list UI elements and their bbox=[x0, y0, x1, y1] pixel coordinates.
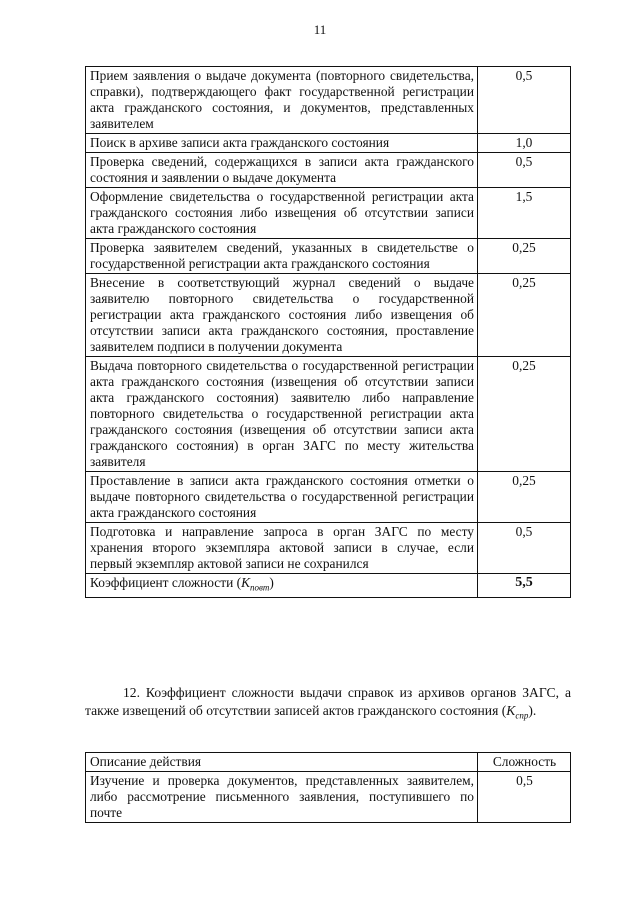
table-row bbox=[86, 67, 571, 134]
table-row bbox=[86, 153, 571, 188]
header-description: Описание действия bbox=[86, 753, 478, 772]
table-header-row bbox=[86, 753, 571, 772]
action-description: Внесение в соответствующий журнал сведений о выдаче заявителю повторного свидетельства о государственной регистрации акта гражданского состояния либо извещения об отсутствии записи акта гражданского состояния, проставление заявителем подписи в получении документа bbox=[86, 274, 478, 357]
action-description: Проверка заявителем сведений, указанных в свидетельстве о государственной регистрации акта гражданского состояния bbox=[86, 239, 478, 274]
total-label: Коэффициент сложности ( bbox=[90, 575, 242, 590]
complexity-value: 0,5 bbox=[478, 67, 571, 134]
header-complexity: Сложность bbox=[478, 753, 571, 772]
table-row bbox=[86, 772, 571, 823]
table-row bbox=[86, 134, 571, 153]
total-label-cell bbox=[86, 574, 478, 598]
complexity-value: 0,5 bbox=[478, 153, 571, 188]
action-description: Поиск в архиве записи акта гражданского состояния bbox=[86, 134, 478, 153]
complexity-value: 0,25 bbox=[478, 274, 571, 357]
complexity-value: 0,25 bbox=[478, 357, 571, 472]
complexity-value: 0,25 bbox=[478, 239, 571, 274]
table-row bbox=[86, 274, 571, 357]
table-row bbox=[86, 523, 571, 574]
action-description: Подготовка и направление запроса в орган ЗАГС по месту хранения второго экземпляра актовой записи в случае, если первый экземпляр актовой записи не сохранился bbox=[86, 523, 478, 574]
complexity-value: 1,0 bbox=[478, 134, 571, 153]
page-number: 11 bbox=[313, 22, 327, 37]
total-subscript: повт bbox=[250, 582, 270, 593]
paragraph-text: 12. Коэффициент сложности выдачи справок из архивов органов ЗАГС, а также извещений об отсутствии записей актов гражданского состояния ( bbox=[85, 685, 571, 718]
table-total-row bbox=[86, 574, 571, 598]
table-row bbox=[86, 357, 571, 472]
paragraph-end: ). bbox=[528, 703, 537, 718]
complexity-value: 0,5 bbox=[478, 772, 571, 823]
paragraph-subscript: спр bbox=[515, 710, 529, 721]
action-description: Выдача повторного свидетельства о государственной регистрации акта гражданского состояния (извещения об отсутствии записи акта гражданского состояния) заявителю либо направление повторного свидетельства о государственной регистрации акта гражданского состояния (извещения об отсутствии записи акта гражданского состояния) в орган ЗАГС по месту жительства заявителя bbox=[86, 357, 478, 472]
paragraph-symbol: K bbox=[506, 703, 516, 718]
total-label-end: ) bbox=[269, 575, 274, 590]
total-symbol: K bbox=[241, 575, 251, 590]
complexity-value: 0,5 bbox=[478, 523, 571, 574]
action-description: Прием заявления о выдаче документа (повторного свидетельства, справки), подтверждающего факт государственной регистрации акта гражданского состояния, и документов, представленных заявителем bbox=[86, 67, 478, 134]
action-description: Проставление в записи акта гражданского состояния отметки о выдаче повторного свидетельства о государственной регистрации акта гражданского состояния bbox=[86, 472, 478, 523]
complexity-table-certificates bbox=[85, 752, 571, 823]
table-row bbox=[86, 188, 571, 239]
complexity-value: 1,5 bbox=[478, 188, 571, 239]
action-description: Проверка сведений, содержащихся в записи акта гражданского состояния и заявлении о выдаче документа bbox=[86, 153, 478, 188]
action-description: Оформление свидетельства о государственной регистрации акта гражданского состояния либо извещения об отсутствии записи акта гражданского состояния bbox=[86, 188, 478, 239]
table-row bbox=[86, 472, 571, 523]
action-description: Изучение и проверка документов, представленных заявителем, либо рассмотрение письменного заявления, поступившего по почте bbox=[86, 772, 478, 823]
section-12-paragraph bbox=[85, 684, 571, 725]
total-value: 5,5 bbox=[478, 574, 571, 598]
complexity-value: 0,25 bbox=[478, 472, 571, 523]
table-row bbox=[86, 239, 571, 274]
complexity-table-repeat-certificate bbox=[85, 66, 571, 598]
